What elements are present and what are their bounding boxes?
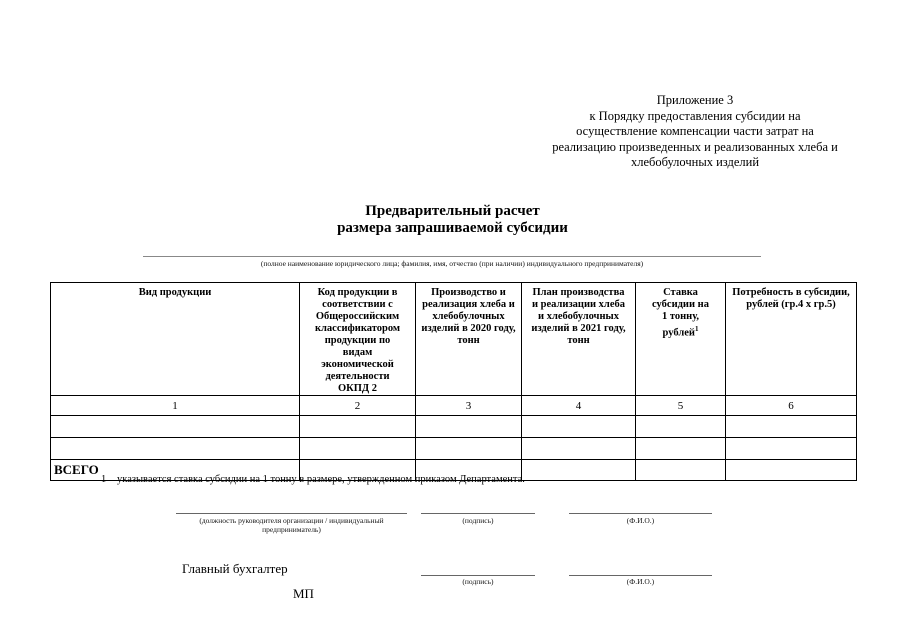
accountant-name-line xyxy=(569,575,712,576)
table-cell[interactable] xyxy=(51,416,300,438)
organization-name-line xyxy=(143,256,761,257)
table-row xyxy=(51,416,857,438)
column-number: 4 xyxy=(522,396,636,416)
chief-accountant-label: Главный бухгалтер xyxy=(182,561,288,576)
name-line xyxy=(569,513,712,514)
footnote-number: 1 xyxy=(101,474,107,485)
header-okpd2-code xyxy=(300,283,416,396)
signature-caption: (подпись) xyxy=(462,516,494,525)
column-number: 2 xyxy=(300,396,416,416)
column-number: 3 xyxy=(416,396,522,416)
table-cell[interactable] xyxy=(416,438,522,460)
header-subsidy-rate xyxy=(636,283,726,396)
signature-line xyxy=(421,513,535,514)
table-header-row xyxy=(51,283,857,396)
appendix-line: хлебобулочных изделий xyxy=(630,155,760,169)
appendix-note xyxy=(520,93,870,171)
column-number: 1 xyxy=(51,396,300,416)
table-row xyxy=(51,438,857,460)
table-cell[interactable] xyxy=(726,416,857,438)
table-cell[interactable] xyxy=(726,438,857,460)
table-cell[interactable] xyxy=(416,416,522,438)
header-production-2020 xyxy=(416,283,522,396)
table-cell[interactable] xyxy=(51,438,300,460)
table-cell[interactable] xyxy=(522,438,636,460)
document-title-line1: Предварительный расчет xyxy=(365,203,540,219)
column-number: 6 xyxy=(726,396,857,416)
position-signature-line xyxy=(176,513,407,514)
table-cell[interactable] xyxy=(300,416,416,438)
footnote xyxy=(101,474,525,485)
table-cell[interactable] xyxy=(726,460,857,481)
table-cell[interactable] xyxy=(636,438,726,460)
document-title-line2: размера запрашиваемой субсидии xyxy=(337,220,568,236)
table-cell[interactable] xyxy=(522,460,636,481)
appendix-line: осуществление компенсации части затрат на xyxy=(576,124,814,138)
header-subsidy-need-text: Потребность в субсидии, рублей (гр.4 х гр.5) xyxy=(732,287,850,310)
appendix-line: Приложение 3 xyxy=(656,93,734,107)
table-cell[interactable] xyxy=(522,416,636,438)
header-plan-2021 xyxy=(522,283,636,396)
footnote-marker: 1 xyxy=(694,325,699,333)
table-cell[interactable] xyxy=(300,438,416,460)
seal-placeholder: МП xyxy=(293,586,314,601)
header-okpd2-code-text: Код продукции в соответствии с Общероссийским классификатором продукции по видам экономической деятельности ОКПД 2 xyxy=(314,287,401,394)
table-cell[interactable] xyxy=(636,460,726,481)
header-subsidy-rate-text: Ставка субсидии на 1 тонну, рублей xyxy=(652,287,709,339)
footnote-text: указывается ставка субсидии на 1 тонну в размере, утвержденном приказом Департамента. xyxy=(117,474,525,485)
header-plan-2021-text: План производства и реализации хлеба и хлебобулочных изделий в 2021 году, тонн xyxy=(531,287,626,346)
total-label: ВСЕГО xyxy=(51,460,300,481)
column-number: 5 xyxy=(636,396,726,416)
accountant-signature-caption: (подпись) xyxy=(462,577,494,586)
column-number-row xyxy=(51,396,857,416)
header-production-2020-text: Производство и реализация хлеба и хлебобулочных изделий в 2020 году, тонн xyxy=(421,287,516,346)
name-caption: (Ф.И.О.) xyxy=(626,516,655,525)
position-caption: (должность руководителя организации / индивидуальный предприниматель) xyxy=(199,516,384,534)
organization-caption: (полное наименование юридического лица; фамилия, имя, отчество (при наличии) индивидуального предпринимателя) xyxy=(260,259,644,268)
appendix-line: реализацию произведенных и реализованных хлеба и xyxy=(552,139,838,154)
header-product-type: Вид продукции xyxy=(51,283,300,396)
header-subsidy-need xyxy=(726,283,857,396)
appendix-line: к Порядку предоставления субсидии на xyxy=(589,108,801,123)
subsidy-calculation-table xyxy=(50,282,857,481)
table-cell[interactable] xyxy=(636,416,726,438)
accountant-signature-line xyxy=(421,575,535,576)
accountant-name-caption: (Ф.И.О.) xyxy=(626,577,655,586)
